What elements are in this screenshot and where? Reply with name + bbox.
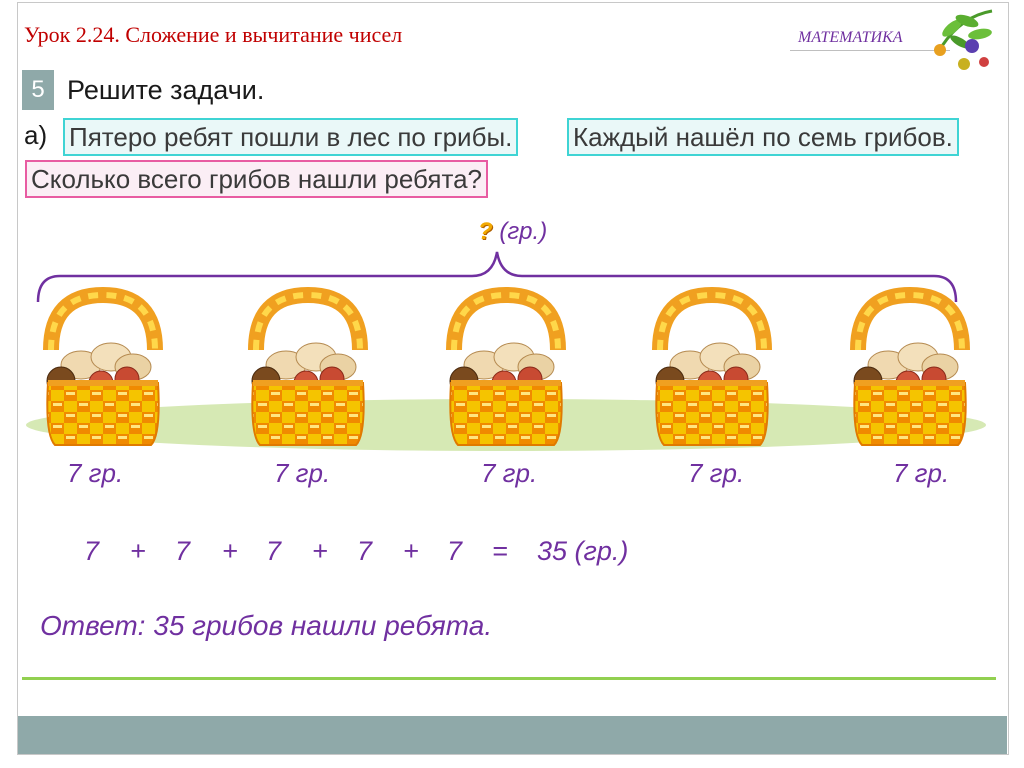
basket-4 <box>656 295 768 445</box>
equation-term: 7 <box>84 536 100 566</box>
equation-term: + <box>312 536 328 566</box>
equation-result: 35 (гр.) <box>537 536 629 566</box>
unknown-unit: (гр.) <box>499 218 548 245</box>
equation-term: + <box>403 536 419 566</box>
equation-term: 7 <box>175 536 191 566</box>
question-mark-icon: ? <box>478 218 493 245</box>
basket-2 <box>252 295 364 445</box>
task-number-badge: 5 <box>22 70 54 110</box>
basket-1 <box>47 295 159 445</box>
part-label: а) <box>24 120 48 150</box>
task-heading: Решите задачи. <box>67 75 265 105</box>
basket-count-3: 7 гр. <box>481 458 538 488</box>
footer-bar <box>18 716 1007 754</box>
question-box: Сколько всего грибов нашли ребята? <box>25 160 488 198</box>
basket-count-5: 7 гр. <box>893 458 950 488</box>
equation-term: + <box>130 536 146 566</box>
basket-3 <box>450 295 562 445</box>
divider-line <box>22 677 996 680</box>
equation-term: 7 <box>357 536 373 566</box>
subject-label: МАТЕМАТИКА <box>798 29 903 46</box>
equation-term: = <box>492 536 508 566</box>
lesson-title: Урок 2.24. Сложение и вычитание чисел <box>24 22 403 47</box>
condition-box-1: Пятеро ребят пошли в лес по грибы. <box>63 118 518 156</box>
basket-count-4: 7 гр. <box>688 458 745 488</box>
basket-5 <box>854 295 966 445</box>
basket-count-1: 7 гр. <box>67 458 124 488</box>
equation-term: 7 <box>447 536 463 566</box>
condition-box-2: Каждый нашёл по семь грибов. <box>567 118 959 156</box>
equation-term: + <box>222 536 238 566</box>
equation-term: 7 <box>266 536 282 566</box>
answer-text: Ответ: 35 грибов нашли ребята. <box>40 610 493 641</box>
basket-count-2: 7 гр. <box>274 458 331 488</box>
